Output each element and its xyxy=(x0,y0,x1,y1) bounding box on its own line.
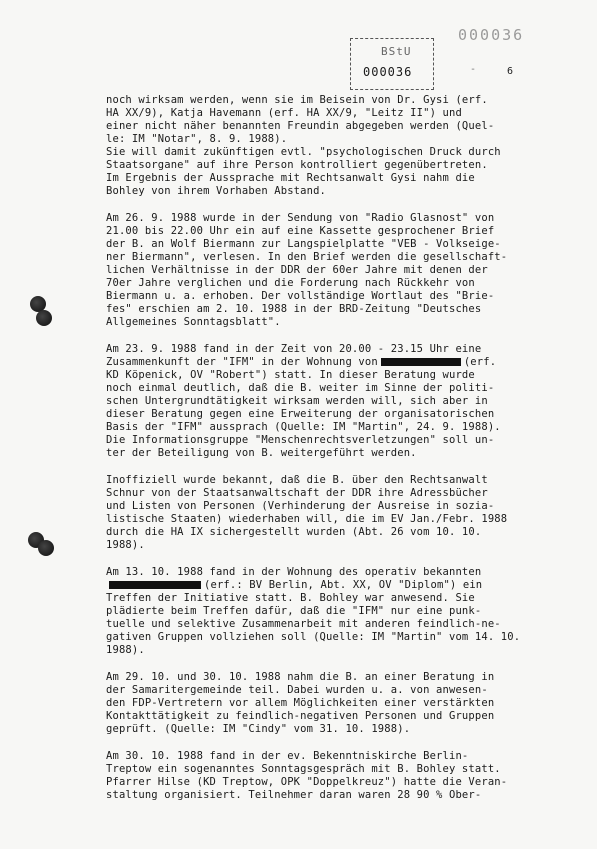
text-line xyxy=(106,277,566,290)
paragraph xyxy=(106,343,566,460)
text-line xyxy=(106,251,566,264)
text-line xyxy=(106,408,566,421)
text-line xyxy=(106,474,566,487)
text-line xyxy=(106,697,566,710)
text-line xyxy=(106,316,566,329)
text-line-content: Schnur von der Staatsanwaltschaft der DDR ihre Adressbücher xyxy=(106,487,488,499)
text-line-content: staltung organisiert. Teilnehmer daran waren 28 90 % Ober- xyxy=(106,789,482,801)
text-line xyxy=(106,500,566,513)
text-line xyxy=(106,566,566,579)
paragraph xyxy=(106,750,566,802)
text-line-content: Biermann u. a. erhoben. Der vollständige Wortlaut des "Brie- xyxy=(106,290,495,302)
text-line xyxy=(106,447,566,460)
document-body xyxy=(106,94,566,816)
text-line xyxy=(106,526,566,539)
text-line xyxy=(106,133,566,146)
text-line xyxy=(106,264,566,277)
text-line-content: listische Staaten) wiederhaben will, die im EV Jan./Febr. 1988 xyxy=(106,513,508,525)
text-line xyxy=(106,671,566,684)
text-line-content: den FDP-Vertretern vor allem Möglichkeiten einer verstärkten xyxy=(106,697,495,709)
text-line-content: plädierte beim Treffen dafür, daß die "IFM" nur eine punk- xyxy=(106,605,482,617)
text-line xyxy=(106,395,566,408)
text-line-content: (erf.: BV Berlin, Abt. XX, OV "Diplom") ein xyxy=(204,579,483,591)
text-line xyxy=(106,592,566,605)
text-line xyxy=(106,789,566,802)
text-line xyxy=(106,146,566,159)
document-number: 000036 xyxy=(458,26,525,44)
text-line xyxy=(106,618,566,631)
text-line xyxy=(106,159,566,172)
text-line-content: Am 30. 10. 1988 fand in der ev. Bekenntniskirche Berlin- xyxy=(106,750,469,762)
text-line-content: einer nicht näher benannten Freundin abgegeben werden (Quel- xyxy=(106,120,495,132)
text-line-content: durch die HA IX sichergestellt wurden (Abt. 26 vom 10. 10. xyxy=(106,526,482,538)
text-line xyxy=(106,185,566,198)
text-line-content: Bohley von ihrem Vorhaben Abstand. xyxy=(106,185,327,197)
text-line-content: und Listen von Personen (Verhinderung der Ausreise in sozia- xyxy=(106,500,495,512)
text-line-content: Allgemeines Sonntagsblatt". xyxy=(106,316,281,328)
text-line-content: lichen Verhältnisse in der DDR der 60er Jahre mit denen der xyxy=(106,264,488,276)
text-line-content: Am 23. 9. 1988 fand in der Zeit von 20.00 - 23.15 Uhr eine xyxy=(106,343,482,355)
text-line xyxy=(106,421,566,434)
text-line xyxy=(106,212,566,225)
text-line xyxy=(106,434,566,447)
text-line xyxy=(106,723,566,736)
text-line xyxy=(106,763,566,776)
text-line xyxy=(106,238,566,251)
text-line xyxy=(106,776,566,789)
text-line xyxy=(106,369,566,382)
text-line-tail: (erf. xyxy=(463,356,497,368)
text-line-content: gativen Gruppen vollziehen soll (Quelle: IM "Martin" vom 14. 10. xyxy=(106,631,521,643)
text-line xyxy=(106,710,566,723)
text-line xyxy=(106,513,566,526)
text-line xyxy=(106,290,566,303)
text-line-content: 21.00 bis 22.00 Uhr ein auf eine Kassette gesprochener Brief xyxy=(106,225,495,237)
text-line-content: tuelle und selektive Zusammenarbeit mit anderen feindlich-ne- xyxy=(106,618,501,630)
text-line xyxy=(106,605,566,618)
text-line xyxy=(106,539,566,552)
paragraph xyxy=(106,671,566,736)
text-line-content: Die Informationsgruppe "Menschenrechtsverletzungen" soll un- xyxy=(106,434,495,446)
paragraph xyxy=(106,474,566,552)
text-line-content: geprüft. (Quelle: IM "Cindy" vom 31. 10. 1988). xyxy=(106,723,411,735)
text-line-content: noch einmal deutlich, daß die B. weiter im Sinne der politi- xyxy=(106,382,495,394)
text-line-content: Treffen der Initiative statt. B. Bohley war anwesend. Sie xyxy=(106,592,475,604)
paragraph xyxy=(106,212,566,329)
text-line-content: 70er Jahre verglichen und die Forderung nach Rückkehr von xyxy=(106,277,475,289)
text-line-content: HA XX/9), Katja Havemann (erf. HA XX/9, "Leitz II") und xyxy=(106,107,462,119)
text-line-content: fes" erschien am 2. 10. 1988 in der BRD-Zeitung "Deutsches xyxy=(106,303,482,315)
text-line xyxy=(106,487,566,500)
archive-stamp xyxy=(350,38,434,90)
text-line xyxy=(106,684,566,697)
paragraph xyxy=(106,566,566,657)
text-line-content: Am 29. 10. und 30. 10. 1988 nahm die B. an einer Beratung in xyxy=(106,671,495,683)
text-line xyxy=(106,644,566,657)
text-line xyxy=(106,382,566,395)
paragraph xyxy=(106,94,566,198)
text-line-content: Zusammenkunft der "IFM" in der Wohnung von xyxy=(106,356,378,368)
text-line xyxy=(106,303,566,316)
text-line xyxy=(106,579,566,592)
margin-mark: - xyxy=(470,64,477,75)
text-line-content: ter der Beteiligung von B. weitergeführt werden. xyxy=(106,447,417,459)
page-number: 6 xyxy=(507,66,514,77)
text-line xyxy=(106,120,566,133)
text-line xyxy=(106,356,566,369)
text-line-content: Inoffiziell wurde bekannt, daß die B. über den Rechtsanwalt xyxy=(106,474,488,486)
text-line-content: 1988). xyxy=(106,644,145,656)
text-line-content: Staatsorgane" auf ihre Person kontrolliert gegenübertreten. xyxy=(106,159,488,171)
punch-hole xyxy=(36,310,52,326)
text-line-content: der B. an Wolf Biermann zur Langspielplatte "VEB - Volkseige- xyxy=(106,238,501,250)
stamp-label: BStU xyxy=(381,45,412,58)
text-line xyxy=(106,172,566,185)
text-line-content: KD Köpenick, OV "Robert") statt. In dieser Beratung wurde xyxy=(106,369,475,381)
text-line xyxy=(106,94,566,107)
text-line-content: Kontakttätigkeit zu feindlich-negativen Personen und Gruppen xyxy=(106,710,495,722)
text-line-content: der Samaritergemeinde teil. Dabei wurden u. a. von anwesen- xyxy=(106,684,488,696)
text-line-content: 1988). xyxy=(106,539,145,551)
redaction-bar xyxy=(109,581,201,589)
text-line xyxy=(106,343,566,356)
text-line xyxy=(106,225,566,238)
text-line-content: Am 13. 10. 1988 fand in der Wohnung des operativ bekannten xyxy=(106,566,482,578)
text-line-content: le: IM "Notar", 8. 9. 1988). xyxy=(106,133,288,145)
text-line xyxy=(106,750,566,763)
redaction-bar xyxy=(381,358,461,366)
punch-hole xyxy=(38,540,54,556)
stamp-number: 000036 xyxy=(363,65,413,79)
text-line xyxy=(106,631,566,644)
text-line-content: Sie will damit zukünftigen evtl. "psychologischen Druck durch xyxy=(106,146,501,158)
text-line-content: schen Untergrundtätigkeit wirksam werden will, sich aber in xyxy=(106,395,488,407)
text-line-content: dieser Beratung gegen eine Erweiterung der organisatorischen xyxy=(106,408,495,420)
text-line-content: Pfarrer Hilse (KD Treptow, OPK "Doppelkreuz") hatte die Veran- xyxy=(106,776,508,788)
text-line-content: Treptow ein sogenanntes Sonntagsgespräch mit B. Bohley statt. xyxy=(106,763,501,775)
text-line-content: noch wirksam werden, wenn sie im Beisein von Dr. Gysi (erf. xyxy=(106,94,488,106)
text-line-content: Im Ergebnis der Aussprache mit Rechtsanwalt Gysi nahm die xyxy=(106,172,475,184)
text-line-content: Basis der "IFM" aussprach (Quelle: IM "Martin", 24. 9. 1988). xyxy=(106,421,501,433)
text-line-content: ner Biermann", verlesen. In den Brief werden die gesellschaft- xyxy=(106,251,508,263)
text-line-content: Am 26. 9. 1988 wurde in der Sendung von "Radio Glasnost" von xyxy=(106,212,495,224)
text-line xyxy=(106,107,566,120)
